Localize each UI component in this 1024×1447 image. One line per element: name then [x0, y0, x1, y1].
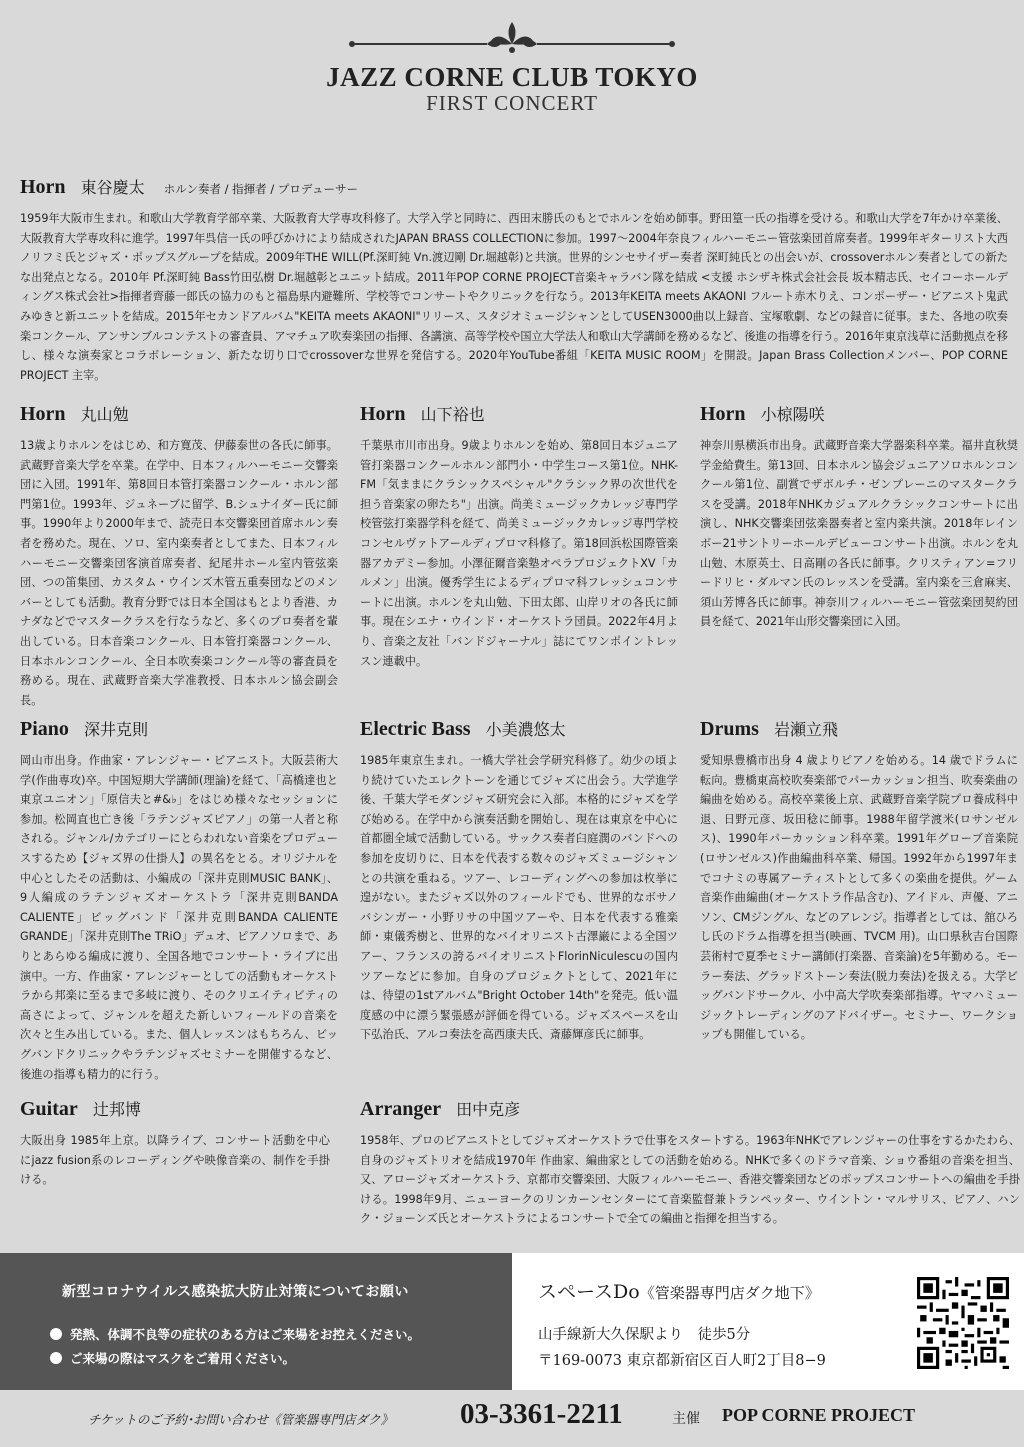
- event-title: JAZZ CORNE CLUB TOKYO: [326, 62, 698, 92]
- performer-section: [20, 402, 338, 710]
- performer-heading: [360, 402, 678, 426]
- notice-item: [50, 1325, 420, 1343]
- performer-bio: 1958年、プロのピアニストとしてジャズオーケストラで仕事をスタートする。1963年NHKでアレンジャーの仕事をするかたわら、自身のジャズトリオを結成1970年 作曲家、編曲家としての活動を始める。NHKで多くのドラマ音楽、ショウ番組の音楽を担当、又、アロージャズオーケストラ、京都市交響楽団、大阪フィルハーモニー、香港交響楽団などのポップスコンサートへの編曲を手掛ける。1998年9月、ニューヨークのリンカーンセンターにて音楽監督兼トランペッター、ウイントン・マルサリス、ピアノ、ハンク・ジョーンズ氏とオーケストラによるコンサートで全ての編曲と指揮を担当する。: [360, 1134, 1021, 1226]
- event-subtitle: FIRST CONCERT: [426, 91, 598, 115]
- performer-role: ホルン奏者 / 指揮者 / プロデューサー: [163, 182, 359, 196]
- bullet-icon: [50, 1352, 62, 1364]
- header: [0, 18, 1024, 116]
- notice-title: 新型コロナウイルス感染拡大防止対策についてお願い: [62, 1284, 409, 1300]
- venue-name: スペースDo: [538, 1281, 640, 1303]
- performer-heading: [20, 175, 1008, 199]
- performer-name: 田中克彦: [456, 1100, 521, 1119]
- performer-bio: 神奈川県横浜市出身。武蔵野音楽大学器楽科卒業。福井直秋奨学金給費生。第13回、日本ホルン協会ジュニアソロホルンコンクール第1位、副賞でザボルチ・ゼンプレーニのマスタークラスを受講。2018年NHKカジュアルクラシックコンサートに出演し、NHK交響楽団弦楽器奏者と室内楽共演。2018年レインボー21サントリーホールデビューコンサート出演。ホルンを丸山勉、木原英士、日高剛の各氏に師事。クリスティアン=フリードリヒ・ダルマン氏のレッスンを受講。室内楽を三倉麻実、須山芳博各氏に師事。神奈川フィルハーモニー管弦楽団契約団員を経て、2021年山形交響楽団に入団。: [700, 439, 1018, 629]
- performer-section: [20, 175, 1008, 385]
- performer-bio: 大阪出身 1985年上京。以降ライブ、コンサート活動を中心にjazz fusion系のレコーディングや映像音楽の、制作を手掛ける。: [20, 1134, 330, 1187]
- instrument-label: Arranger: [360, 1098, 442, 1120]
- venue-subtitle: 《管楽器専門店ダク地下》: [639, 1284, 820, 1302]
- performer-section: [360, 1097, 1020, 1229]
- qr-code-icon[interactable]: [917, 1277, 1009, 1369]
- performer-heading: [20, 717, 338, 741]
- performer-bio: 愛知県豊橋市出身 4 歳よりピアノを始める。14 歳でドラムに転向。豊橋東高校吹奏楽部でパーカッション担当、吹奏楽曲の編曲を始める。高校卒業後上京、武蔵野音楽学院プロ養成科中退、日野元彦、坂田稔に師事。1988年留学渡米(ロサンゼルス)、1990年パーカッション科卒業。1991年グローブ音楽院(ロサンゼルス)作曲編曲科卒業、帰国。1992年から1997年までコナミの専属アーティストとして多くの楽曲を提供。ゲーム音楽作曲編曲(オーケストラ作品含む)、アイドル、声優、アニソン、CMジングル、などのアレンジ。指導者としては、舘ひろし氏のドラム指導を担当(映画、TVCM 用)。山口県秋吉台国際芸術村で夏季セミナー講師(打楽器、音楽論)を5年勤める。モーラー奏法、グラッドストーン奏法(脱力奏法)を扱える。大学ビッグバンドサークル、小中高大学吹奏楽部指導。ヤマハミュージックトレーディングのアドバイザー。セミナー、ワークショップも開催している。: [700, 754, 1018, 1042]
- performer-name: 小美濃悠太: [485, 720, 566, 739]
- performer-bio: 13歳よりホルンをはじめ、和方寛茂、伊藤泰世の各氏に師事。武蔵野音楽大学を卒業。在学中、日本フィルハーモニー交響楽団に入団。1991年、第8回日本管打楽器コンクール・ホルン部門第1位。1993年、ジュネーブに留学、B.シュナイダー氏に師事。1990年より2000年まで、読売日本交響楽団首席ホルン奏者を務めた。現在、ソロ、室内楽奏者としてまた、日本フィルハーモニー交響楽団客演首席奏者、紀尾井ホール室内管弦楽団、つの笛集団、カスタム・ウインズ木管五重奏団などのメンバーとしても活動。教育分野では日本全国はもとより香港、カナダなどでマスタークラスを行なうなど、多くのプロ奏者を輩出している。日本音楽コンクール、日本管打楽器コンクール、日本ホルンコンクール、全日本吹奏楽コンクール等の審査員を務める。現在、武蔵野音楽大学准教授、日本ホルン協会副会長。: [20, 439, 338, 707]
- notice-item-text: 発熱、体調不良等の症状のある方はご来場をお控えください。: [70, 1327, 421, 1342]
- ornament-divider-icon: [342, 18, 682, 58]
- performer-section: [700, 717, 1018, 1045]
- performer-heading: [360, 1097, 1020, 1121]
- performer-bio: 1985年東京生まれ。一橋大学社会学研究科修了。幼少の頃より続けていたエレクトーンを通じてジャズに出会う。大学進学後、千葉大学モダンジャズ研究会に入部。本格的にジャズを学び始める。在学中から演奏活動を開始し、現在は東京を中心に首都圏全域で活動している。サックス奏者臼庭潤のバンドへの参加を皮切りに、日本を代表する数々のジャズミュージシャンとの共演を重ねる。ツアー、レコーディングへの参加は枚挙に遑がない。またジャズ以外のフィールドでも、世界的なボサノバシンガー・小野リサの中国ツアーや、日本を代表する雅楽師・東儀秀樹と、世界的なバイオリニスト古澤巌による全国ツアー、フランスの誇るバイオリニストFlorinNiculescuの国内ツアーなどに参加。自身のプロジェクトとして、2021年には、待望の1stアルバム"Bright October 14th"を発売。低い温度感の中に漂う緊張感が評価を得ている。ジャズスペースを山下弘治氏、アルコ奏法を高西康夫氏、斎藤輝彦氏に師事。: [360, 754, 678, 1042]
- performer-section: [360, 717, 678, 1045]
- performer-section: [20, 1097, 330, 1190]
- host-name: POP CORNE PROJECT: [722, 1405, 916, 1425]
- venue-name-line: [538, 1277, 820, 1304]
- performer-heading: [20, 402, 338, 426]
- notice-item: [50, 1349, 295, 1367]
- performer-heading: [700, 402, 1018, 426]
- performer-heading: [700, 717, 1018, 741]
- host-label: 主催: [672, 1411, 700, 1427]
- instrument-label: Horn: [20, 176, 66, 198]
- performer-bio: 千葉県市川市出身。9歳よりホルンを始め、第8回日本ジュニア管打楽器コンクールホルン部門小・中学生コース第1位。NHK-FM「気ままにクラシックスペシャル"クラシック界の次世代を担う音楽家の卵たち"」出演。尚美ミュージックカレッジ専門学校管弦打楽器学科を経て、尚美ミュージックカレッジ専門学校コンセルヴァトアールディプロマ科修了。第18回浜松国際管楽器アカデミー参加。小澤征爾音楽塾オペラプロジェクトXV「カルメン」出演。優秀学生によるディプロマ科フレッシュコンサートに出演。ホルンを丸山勉、下田太郎、山岸リオの各氏に師事。現在シエナ・ウインド・オーケストラ団員。2022年4月より、音楽之友社「バンドジャーナル」誌にてワンポイントレッスン連載中。: [360, 439, 678, 668]
- contact-phone[interactable]: 03-3361-2211: [460, 1398, 623, 1430]
- performer-section: [360, 402, 678, 671]
- contact-label: チケットのご予約･お問い合わせ《管楽器専門店ダク》: [88, 1412, 394, 1427]
- performer-name: 深井克則: [84, 720, 149, 739]
- performer-name: 辻邦博: [92, 1100, 141, 1119]
- venue-access: 山手線新大久保駅より 徒歩5分: [538, 1327, 751, 1343]
- covid-notice: [0, 1253, 512, 1390]
- instrument-label: Drums: [700, 718, 759, 740]
- instrument-label: Guitar: [20, 1098, 78, 1120]
- performer-bio: 岡山市出身。作曲家・アレンジャー・ピアニスト。大阪芸術大学(作曲専攻)卒。中国短期大学講師(理論)を経て、「高橋達也と東京ユニオン」「原信夫と#&♭」をはじめ様々なセッションに参加。松岡直也亡き後「ラテンジャズピアノ」の第一人者と称される。ジャンル/カテゴリーにとらわれない音楽をプロデュースするため【ジャズ界の仕掛人】の異名をとる。オリジナルを中心としたその活動は、小編成の「深井克則MUSIC BANK」、9人編成のラテンジャズオーケストラ「深井克則BANDA CALIENTE」ビッグバンド「深井克則BANDA CALIENTE GRANDE」「深井克則The TRiO」デュオ、ピアノソロまで、ありとあらゆる編成に渡り、全国各地でコンサート・ライブに出演中。一方、作曲家・アレンジャーとしての活動もオーケストラから邦楽に至るまで多岐に渡り、そのクリエイティビティの高さによって、ジャンルを超えた新しいフィールドの音楽を次々と生み出している。また、個人レッスンはもちろん、ビッグバンドクリニックやラテンジャズセミナーを開催するなど、後進の指導も精力的に行う。: [20, 754, 338, 1081]
- performer-heading: [360, 717, 678, 741]
- bullet-icon: [50, 1328, 62, 1340]
- instrument-label: Horn: [700, 403, 746, 425]
- performer-name: 岩瀬立飛: [773, 720, 838, 739]
- venue-info: [512, 1253, 1024, 1390]
- performer-name: 丸山勉: [80, 405, 129, 424]
- performer-bio: 1959年大阪市生まれ。和歌山大学教育学部卒業、大阪教育大学専攻科修了。大学入学と同時に、西田末勝氏のもとでホルンを始め師事。野田篁一氏の指導を受ける。和歌山大学を7年かけ卒業後、大阪教育大学専攻科に進学。1997年呉信一氏の呼びかけにより結成されたJAPAN BRASS COLLECTIONに参加。1997〜2004年奈良フィルハーモニー管弦楽団首席奏者。1999年ギターリスト大西ノリフミ氏とジャズ・ポップスグループを結成。2009年THE WILL(Pf.深町純 Vn.渡辺剛 Dr.堀越彰)と共演。世界的シンセサイザー奏者 深町純氏との出会いが、crossoverホルン奏者としての新たな出発点となる。2010年 Pf.深町純 Bass竹田弘樹 Dr.堀越彰とユニット結成。2011年POP CORNE PROJECT音楽キャラバン隊を結成 <支援 ホシザキ株式会社会長 坂本精志氏、セイコーホールディングス株式会社>指揮者齊藤一郎氏の協力のもと福島県内避難所、学校等でコンサートやクリニックを行なう。2013年KEITA meets AKAONI フルート赤木りえ、コンポーザー・ピアニスト鬼武みゆきと新ユニットを結成。2015年セカンドアルバム"KEITA meets AKAONI"リリース、スタジオミュージシャンとしてUSEN3000曲以上録音、宝塚歌劇、などの録音に従事。また、各地の吹奏楽コンクール、アンサンブルコンテストの審査員、アマチュア吹奏楽団の指揮、各講演、高等学校や国立大学法人和歌山大学講師を務めるなど、後進の指導を行う。2016年東京浅草に活動拠点を移し、様々な演奏家とコラボレーション、新たな切り口でcrossoverな世界を発信する。2020年YouTube番組「KEITA MUSIC ROOM」を開設。Japan Brass Collectionメンバー、POP CORNE PROJECT 主宰。: [20, 212, 1008, 382]
- instrument-label: Horn: [20, 403, 66, 425]
- performer-name: 山下裕也: [420, 405, 485, 424]
- performer-section: [20, 717, 338, 1084]
- footer: [0, 1398, 1024, 1438]
- instrument-label: Horn: [360, 403, 406, 425]
- performer-heading: [20, 1097, 330, 1121]
- venue-address: 〒169-0073 東京都新宿区百人町2丁目8−9: [538, 1353, 826, 1369]
- performer-section: [700, 402, 1018, 632]
- instrument-label: Piano: [20, 718, 69, 740]
- performer-name: 小椋陽咲: [760, 405, 825, 424]
- notice-item-text: ご来場の際はマスクをご着用ください。: [70, 1351, 296, 1366]
- instrument-label: Electric Bass: [360, 718, 471, 740]
- performer-name: 東谷慶太: [80, 178, 145, 197]
